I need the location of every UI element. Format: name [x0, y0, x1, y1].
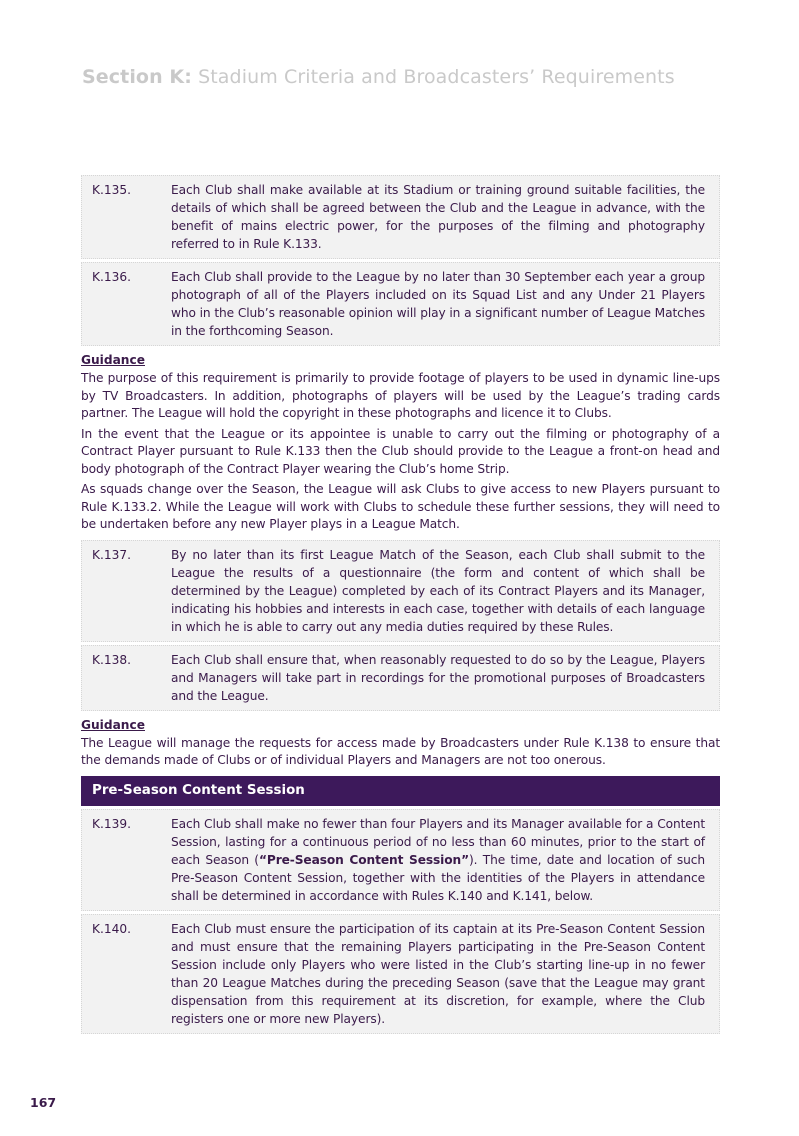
guidance-paragraph: The League will manage the requests for access made by Broadcasters under Rule K.138 to ensure that the demands made of Clubs or of individual Players and Managers are not too onerous. [81, 735, 720, 767]
rule-text: Each Club shall provide to the League by no later than 30 September each year a group photograph of all of the Players included on its Squad List and any Under 21 Players who in the Club’s reasonable opinion will play in a significant number of League Matches in the forthcoming Season. [171, 270, 705, 338]
rule-k135 [81, 175, 720, 259]
rule-text-part: ). The time, date and location of such Pre-Season Content Session, together with the identities of the Players in attendance shall be determined in accordance with Rules K.140 and K.141, below. [171, 852, 706, 903]
rule-k138 [81, 645, 720, 711]
rule-number: K.138. [92, 652, 132, 667]
rule-number: K.139. [92, 816, 132, 831]
rule-number: K.140. [92, 921, 132, 936]
guidance-paragraph: The purpose of this requirement is primarily to provide footage of players to be used in dynamic line-ups by TV Broadcasters. In addition, photographs of players will be used by the League’s trading cards partner. The League will hold the copyright in these photographs and licence it to Clubs. [81, 371, 720, 420]
section-prefix: Section K: [82, 66, 192, 88]
section-banner: Pre-Season Content Session [81, 776, 720, 806]
guidance-heading: Guidance [81, 717, 145, 732]
rule-k139 [81, 809, 720, 911]
rule-text [171, 815, 705, 905]
defined-term: “Pre-Season Content Session” [258, 852, 470, 867]
rule-text: Each Club must ensure the participation of its captain at its Pre-Season Content Session and must ensure that the remaining Players participating in the Pre-Season Content Session include only Players who were listed in the Club’s starting line-up in no fewer than 20 League Matches during the preceding Season (save that the League may grant dispensation from this requirement at its discretion, for example, where the Club registers one or more new Players). [171, 921, 705, 1026]
rule-text: By no later than its first League Match of the Season, each Club shall submit to the League the results of a questionnaire (the form and content of which shall be determined by the League) completed by each of its Contract Players and its Manager, indicating his hobbies and interests in each case, together with details of each language in which he is able to carry out any media duties required by these Rules. [171, 547, 705, 634]
guidance-heading: Guidance [81, 353, 145, 367]
rule-text-part: Each Club shall make no fewer than four Players and its Manager available for a Content Session, lasting for a continuous period of no less than 60 minutes, prior to the start of each Season ( [171, 816, 705, 867]
rule-text: Each Club shall make available at its Stadium or training ground suitable facilities, the details of which shall be agreed between the Club and the League in advance, with the benefit of mains electric power, for the purposes of the filming and photography referred to in Rule K.133. [171, 183, 705, 251]
rule-number: K.136. [92, 270, 132, 284]
rule-number: K.135. [92, 183, 132, 197]
rule-k136 [81, 262, 720, 346]
main-content [81, 175, 720, 1037]
rule-text: Each Club shall ensure that, when reasonably requested to do so by the League, Players and Managers will take part in recordings for the promotional purposes of Broadcasters and the League. [171, 652, 705, 703]
guidance-paragraph: As squads change over the Season, the League will ask Clubs to give access to new Players pursuant to Rule K.133.2. While the League will work with Clubs to schedule these further sessions, they will need to be undertaken before any new Player plays in a League Match. [81, 482, 720, 531]
section-title: Stadium Criteria and Broadcasters’ Requirements [198, 66, 675, 88]
rule-k137 [81, 540, 720, 642]
page-number: 167 [30, 1095, 57, 1110]
rule-k140 [81, 914, 720, 1034]
section-header [82, 66, 675, 88]
rule-number: K.137. [92, 547, 132, 562]
guidance-paragraph: In the event that the League or its appointee is unable to carry out the filming or photography of a Contract Player pursuant to Rule K.133 then the Club should provide to the League a front-on head and body photograph of the Contract Player wearing the Club’s home Strip. [81, 426, 720, 476]
